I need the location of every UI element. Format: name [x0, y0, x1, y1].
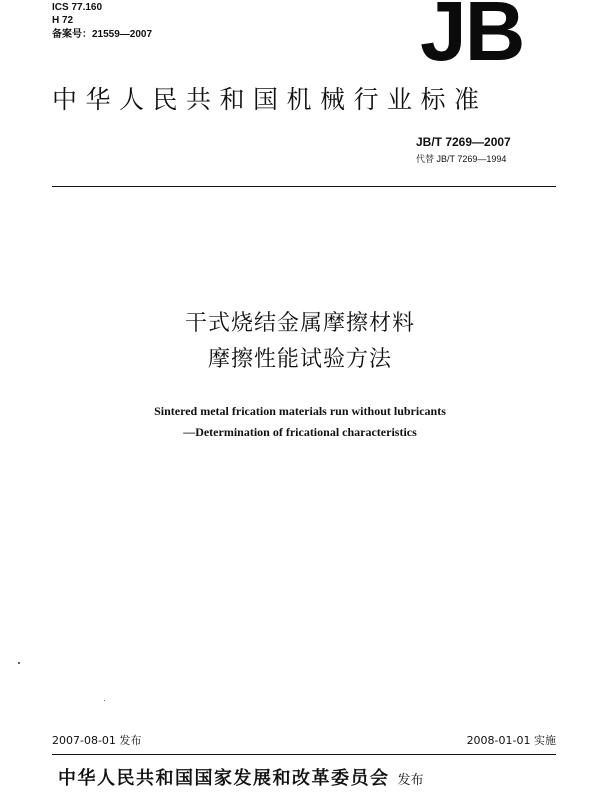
top-divider [52, 186, 556, 187]
replaces-standard: 代替 JB/T 7269—1994 [416, 154, 507, 164]
org-title: 中华人民共和国机械行业标准 [52, 85, 488, 114]
chinese-title-line-1: 干式烧结金属摩擦材料 [184, 311, 415, 336]
standard-number: JB/T 7269—2007 [416, 135, 511, 149]
bottom-divider [52, 754, 556, 755]
issue-date: 2007-08-01 发布 [52, 734, 142, 747]
record-number: 备案号：21559—2007 [52, 29, 153, 40]
chinese-title-line-2: 摩擦性能试验方法 [207, 347, 392, 372]
implementation-date: 2008-01-01 实施 [466, 734, 556, 747]
issuer-suffix: 发布 [397, 773, 424, 788]
classification-code: H 72 [52, 15, 74, 26]
issuer-name: 中华人民共和国国家发展和改革委员会 [58, 768, 390, 789]
ics-code: ICS 77.160 [52, 2, 103, 13]
jb-logo: JB [420, 0, 524, 62]
scan-speck [104, 700, 105, 701]
english-title-line-2: —Determination of fricational characteristics [183, 425, 417, 439]
english-title-line-1: Sintered metal frication materials run without lubricants [154, 404, 446, 418]
scan-speck [18, 662, 20, 664]
issuer-line [58, 768, 424, 792]
